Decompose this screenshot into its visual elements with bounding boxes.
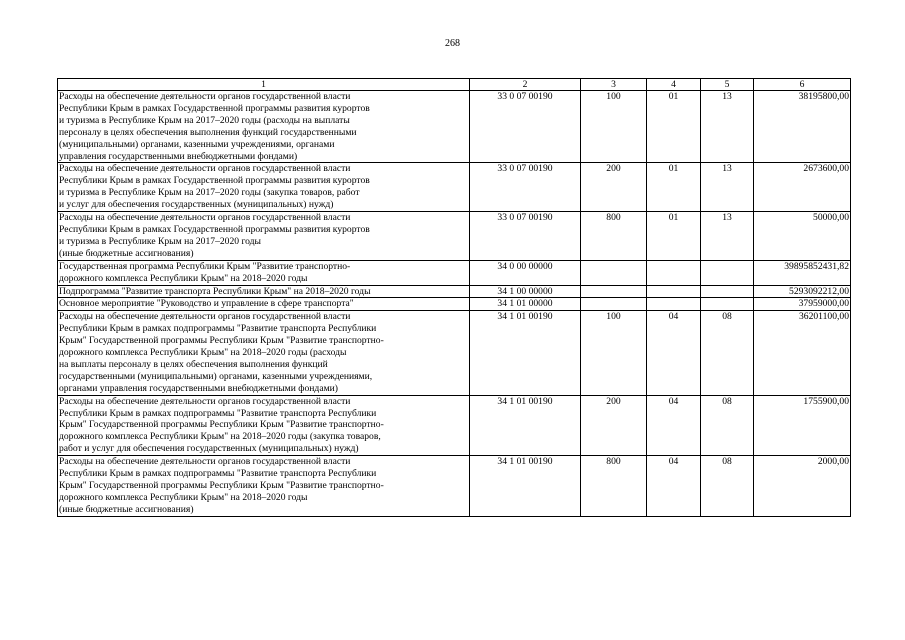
row-subsection: 13 <box>701 212 754 261</box>
table-row <box>58 163 851 212</box>
table-row <box>58 395 851 456</box>
row-name: Расходы на обеспечение деятельности органов государственной власти Республики Крым в рамках Государственной программы развития курортов и туризма в Республике Крым на 2017–2020 годы (иные бюджетные ассигнования) <box>58 212 470 261</box>
row-name: Расходы на обеспечение деятельности органов государственной власти Республики Крым в рамках Государственной программы развития курортов и туризма в Республике Крым на 2017–2020 годы (расходы на выплаты персоналу в целях обеспечения выполнения функций государственными (муниципальными) органами, казенными учреждениями, органами управления государственными внебюджетными фондами) <box>58 91 470 163</box>
row-section: 04 <box>647 311 701 395</box>
row-expense-type: 800 <box>581 456 647 517</box>
header-row <box>58 79 851 91</box>
row-expense-type: 200 <box>581 395 647 456</box>
row-section: 04 <box>647 456 701 517</box>
row-name: Основное мероприятие "Руководство и управление в сфере транспорта" <box>58 298 470 311</box>
row-subsection: 08 <box>701 456 754 517</box>
row-expense-type <box>581 298 647 311</box>
row-subsection: 08 <box>701 311 754 395</box>
row-subsection <box>701 285 754 298</box>
row-subsection: 13 <box>701 163 754 212</box>
table-row <box>58 298 851 311</box>
row-amount: 50000,00 <box>754 212 851 261</box>
row-section: 01 <box>647 212 701 261</box>
header-col-2: 2 <box>470 79 581 91</box>
row-target-code: 34 0 00 00000 <box>470 260 581 285</box>
row-target-code: 34 1 01 00190 <box>470 311 581 395</box>
row-section <box>647 285 701 298</box>
row-expense-type: 100 <box>581 311 647 395</box>
row-amount: 38195800,00 <box>754 91 851 163</box>
row-amount: 2673600,00 <box>754 163 851 212</box>
row-subsection <box>701 260 754 285</box>
table-row <box>58 311 851 395</box>
table-row <box>58 285 851 298</box>
header-col-3: 3 <box>581 79 647 91</box>
row-amount: 36201100,00 <box>754 311 851 395</box>
header-col-5: 5 <box>701 79 754 91</box>
row-section: 04 <box>647 395 701 456</box>
row-expense-type: 100 <box>581 91 647 163</box>
table-row <box>58 212 851 261</box>
table-row <box>58 91 851 163</box>
row-target-code: 34 1 01 00190 <box>470 395 581 456</box>
row-amount: 5293092212,00 <box>754 285 851 298</box>
row-amount: 39895852431,82 <box>754 260 851 285</box>
row-name: Расходы на обеспечение деятельности органов государственной власти Республики Крым в рамках подпрограммы "Развитие транспорта Республики Крым" Государственной программы Республики Крым "Развитие транспортно- дорожного комплекса Республики Крым" на 2018–2020 годы (закупка товаров, работ и услуг для обеспечения государственных (муниципальных) нужд) <box>58 395 470 456</box>
row-section: 01 <box>647 163 701 212</box>
header-col-6: 6 <box>754 79 851 91</box>
row-target-code: 33 0 07 00190 <box>470 212 581 261</box>
page-number: 268 <box>445 38 460 49</box>
row-target-code: 33 0 07 00190 <box>470 91 581 163</box>
row-expense-type <box>581 285 647 298</box>
table-body <box>58 91 851 517</box>
table-row <box>58 456 851 517</box>
row-name: Подпрограмма "Развитие транспорта Республики Крым" на 2018–2020 годы <box>58 285 470 298</box>
row-expense-type: 800 <box>581 212 647 261</box>
row-subsection <box>701 298 754 311</box>
row-section <box>647 260 701 285</box>
budget-table <box>57 78 851 517</box>
row-target-code: 34 1 00 00000 <box>470 285 581 298</box>
row-target-code: 34 1 01 00190 <box>470 456 581 517</box>
row-subsection: 13 <box>701 91 754 163</box>
row-amount: 1755900,00 <box>754 395 851 456</box>
header-col-1: 1 <box>58 79 470 91</box>
row-target-code: 33 0 07 00190 <box>470 163 581 212</box>
row-target-code: 34 1 01 00000 <box>470 298 581 311</box>
row-section: 01 <box>647 91 701 163</box>
row-amount: 37959000,00 <box>754 298 851 311</box>
row-amount: 2000,00 <box>754 456 851 517</box>
row-section <box>647 298 701 311</box>
table-row <box>58 260 851 285</box>
row-name: Расходы на обеспечение деятельности органов государственной власти Республики Крым в рамках подпрограммы "Развитие транспорта Республики Крым" Государственной программы Республики Крым "Развитие транспортно- дорожного комплекса Республики Крым" на 2018–2020 годы (расходы на выплаты персоналу в целях обеспечения выполнения функций государственными (муниципальными) органами, казенными учреждениями, органами управления государственными внебюджетными фондами) <box>58 311 470 395</box>
row-name: Расходы на обеспечение деятельности органов государственной власти Республики Крым в рамках подпрограммы "Развитие транспорта Республики Крым" Государственной программы Республики Крым "Развитие транспортно- дорожного комплекса Республики Крым" на 2018–2020 годы (иные бюджетные ассигнования) <box>58 456 470 517</box>
header-col-4: 4 <box>647 79 701 91</box>
row-subsection: 08 <box>701 395 754 456</box>
row-name: Расходы на обеспечение деятельности органов государственной власти Республики Крым в рамках Государственной программы развития курортов и туризма в Республике Крым на 2017–2020 годы (закупка товаров, работ и услуг для обеспечения государственных (муниципальных) нужд) <box>58 163 470 212</box>
row-expense-type <box>581 260 647 285</box>
row-expense-type: 200 <box>581 163 647 212</box>
row-name: Государственная программа Республики Крым "Развитие транспортно- дорожного комплекса Республики Крым" на 2018–2020 годы <box>58 260 470 285</box>
